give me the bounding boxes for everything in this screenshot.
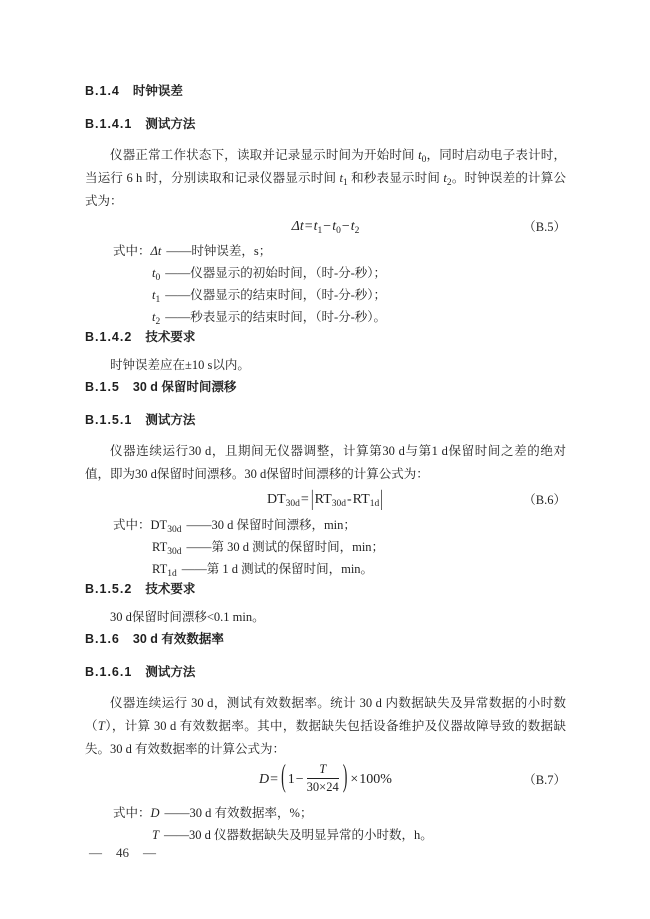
- heading-number: B.1.5: [85, 380, 120, 394]
- heading-b-1-5-1: [85, 413, 566, 428]
- heading-number: B.1.6: [85, 632, 120, 646]
- formula-b7-expression: D= ( 1− $\frac{T}{30\times 24}$ ) ×100%: [259, 760, 392, 795]
- formula-b5: [85, 215, 566, 238]
- heading-number: B.1.4.1: [85, 117, 133, 131]
- heading-number: B.1.4.2: [85, 330, 133, 344]
- formula-b7: [85, 760, 566, 796]
- heading-b-1-4: [85, 84, 566, 99]
- def-row: $t_0$ ——仪器显示的初始时间，（时-分-秒）；: [152, 266, 387, 283]
- heading-title: 30 d 有效数据率: [132, 632, 224, 646]
- where-clause-b5: [85, 240, 566, 328]
- heading-title: 测试方法: [145, 665, 196, 679]
- heading-b-1-6-1: [85, 665, 566, 680]
- heading-number: B.1.6.1: [85, 665, 133, 679]
- def-row: $RT_{30d}$ ——第 30 d 测试的保留时间，min；: [152, 540, 385, 557]
- heading-b-1-6: [85, 632, 566, 647]
- heading-title: 测试方法: [145, 117, 196, 131]
- def-row: T ——30 d 仪器数据缺失及明显异常的小时数，h。: [152, 828, 433, 842]
- para-test-method-b151: 仪器连续运行30 d，且期间无仪器调整，计算第30 d与第1 d保留时间之差的绝对值，即为30 d保留时间漂移。30 d保留时间漂移的计算公式为：: [85, 444, 566, 481]
- heading-number: B.1.5.1: [85, 413, 133, 427]
- page-number-dash-left: —: [89, 845, 102, 860]
- heading-title: 30 d 保留时间漂移: [132, 380, 237, 394]
- heading-b-1-4-2: [85, 330, 566, 345]
- fraction: $\frac{T}{30\times 24}$: [306, 762, 339, 794]
- formula-b5-number: （B.5）: [523, 219, 566, 234]
- def-row: 式中：D ——30 d 有效数据率，%；: [113, 806, 313, 820]
- formula-b7-number: （B.7）: [523, 772, 566, 787]
- heading-b-1-5: [85, 380, 566, 395]
- def-row: 式中：$DT_{30d}$ ——30 d 保留时间漂移，min；: [113, 518, 356, 535]
- heading-number: B.1.4: [85, 84, 120, 98]
- formula-b6-expression: $DT_{30d}= |RT_{30d}-RT_{1d}|$: [267, 488, 383, 512]
- def-row: 式中：Δt ——时钟误差，s；: [113, 244, 272, 258]
- formula-b6-number: （B.6）: [523, 493, 566, 507]
- heading-title: 时钟误差: [132, 84, 183, 98]
- page-number-value: 46: [116, 845, 129, 860]
- where-clause-b6: [85, 514, 566, 580]
- heading-title: 技术要求: [145, 582, 196, 596]
- para-test-method-b141: 仪器正常工作状态下，读取并记录显示时间为开始时间 $t_0$，同时启动电子表计时，当运行 6 h 时，分别读取和记录仪器显示时间 $t_1$ 和秒表显示时间 $t_2$。时钟误差的计算公式为：: [85, 148, 566, 208]
- para-test-method-b161: 仪器连续运行 30 d，测试有效数据率。统计 30 d 内数据缺失及异常数据的小时数（T），计算 30 d 有效数据率。其中，数据缺失包括设备维护及仪器故障导致的数据缺失。30 d 有效数据率的计算公式为：: [85, 696, 566, 756]
- heading-title: 测试方法: [145, 413, 196, 427]
- heading-number: B.1.5.2: [85, 582, 133, 596]
- page-number-dash-right: —: [143, 845, 156, 860]
- heading-b-1-4-1: [85, 117, 566, 132]
- heading-title: 技术要求: [145, 330, 196, 344]
- heading-b-1-5-2: [85, 582, 566, 597]
- formula-b5-expression: $\Delta t=t_1-t_0-t_2$: [291, 219, 360, 236]
- page-number: [89, 845, 156, 861]
- def-row: $RT_{1d}$ ——第 1 d 测试的保留时间，min。: [152, 562, 374, 579]
- def-row: $t_2$ ——秒表显示的结束时间，（时-分-秒）。: [152, 310, 387, 327]
- def-row: $t_1$ ——仪器显示的结束时间，（时-分-秒）；: [152, 288, 387, 305]
- formula-b6: [85, 488, 566, 512]
- para-requirement-b142: 时钟误差应在±10 s以内。: [110, 358, 250, 372]
- where-clause-b7: [85, 802, 566, 846]
- para-requirement-b152: 30 d保留时间漂移<0.1 min。: [110, 610, 265, 624]
